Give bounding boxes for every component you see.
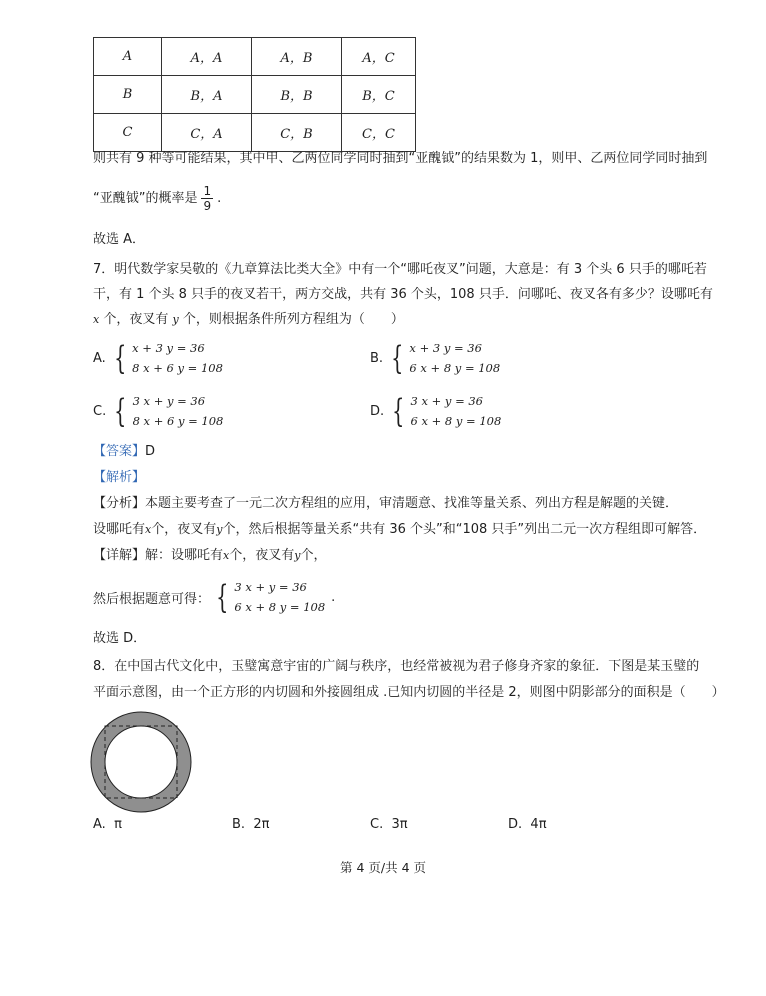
equation: 8 x + 6 y = 108 (132, 361, 223, 375)
option-label: B. (232, 817, 246, 832)
table-cell: C，B (252, 114, 342, 152)
jade-disc-diagram (89, 710, 193, 814)
fraction-numerator: 1 (203, 184, 212, 198)
variable-y: y (172, 313, 179, 326)
table-cell: B，B (252, 76, 342, 114)
q7-text: 然后根据题意可得： (93, 591, 211, 607)
q7-text: 个，夜叉有 (229, 548, 295, 563)
q7-text: 设哪吒有 (93, 522, 146, 537)
q8-line1: 8．在中国古代文化中，玉璧寓意宇宙的广阔与秩序，也经常被视为君子修身齐家的象征．下图是某玉璧的 (93, 659, 700, 674)
table-cell: A，B (252, 38, 342, 76)
equation: 3 x + y = 36 (234, 580, 307, 594)
brace-icon: { (113, 339, 127, 377)
equation-system (212, 577, 325, 617)
table-cell: A，C (342, 38, 416, 76)
q8-option-d (508, 818, 547, 831)
prev-solution-text: “亚醜钺”的概率是 (93, 191, 198, 206)
q8-option-a (93, 818, 122, 831)
table-row (94, 114, 416, 152)
q7-fenxi: 【分析】本题主要考查了一元二次方程组的应用，审清题意、找准等量关系、列出方程是解题的关键． (93, 496, 679, 511)
prev-solution-line1: 则共有 9 种等可能结果，其中甲、乙两位同学同时抽到“亚醜钺”的结果数为 1，则甲、乙两位同学同时抽到 (93, 151, 708, 166)
table-row (94, 76, 416, 114)
q7-line2: 干，有 1 个头 8 只手的夜叉若干，两方交战，共有 36 个头，108 只手．问哪吒、夜叉各有多少？设哪吒有 (93, 287, 713, 302)
option-label: C. (93, 403, 107, 419)
equation: 8 x + 6 y = 108 (132, 414, 224, 428)
option-label: C. (370, 817, 384, 832)
q8-option-c (370, 818, 408, 831)
q7-line3 (93, 313, 404, 326)
equation: 6 x + 8 y = 108 (410, 414, 502, 428)
brace-icon: { (392, 392, 405, 430)
q7-option-a (93, 338, 223, 378)
table-row (94, 38, 416, 76)
prev-solution-period: . (217, 191, 222, 206)
variable-x: x (223, 549, 230, 562)
option-label: D. (370, 403, 385, 419)
table-cell: C，A (162, 114, 252, 152)
q7-derived-system (93, 577, 335, 617)
q7-text: 个， (300, 548, 327, 563)
variable-y: y (294, 549, 301, 562)
table-cell: B (94, 76, 162, 114)
equation-system (388, 391, 501, 431)
option-label: D. (508, 817, 523, 832)
analysis-tag: 【解析】 (93, 470, 146, 485)
table-cell: A (94, 38, 162, 76)
q7-detail (93, 549, 326, 562)
q7-line1: 7．明代数学家吴敬的《九章算法比类大全》中有一个“哪吒夜叉”问题，大意是：有 3 个头 6 只手的哪吒若 (93, 262, 707, 277)
q7-text: 个，夜叉有 (151, 522, 217, 537)
q7-text: 个，然后根据等量关系“共有 36 个头”和“108 只手”列出二元一次方程组即可解答． (222, 522, 707, 537)
q7-text: 【详解】解：设哪吒有 (93, 548, 224, 563)
option-value: 4π (530, 817, 547, 832)
equation: 3 x + y = 36 (132, 394, 206, 408)
q8-option-b (232, 818, 269, 831)
table-cell: C (94, 114, 162, 152)
variable-y: y (216, 523, 223, 536)
answer-line (93, 445, 155, 458)
q7-conclusion: 故选 D． (93, 631, 147, 646)
outcome-table (93, 37, 416, 152)
table-cell: A，A (162, 38, 252, 76)
q7-text: 个，夜叉有 (103, 312, 169, 327)
prev-conclusion: 故选 A． (93, 232, 146, 247)
answer-tag: 【答案】 (93, 444, 146, 459)
q7-option-c (93, 391, 223, 431)
fraction-denominator: 9 (203, 199, 212, 213)
equation-system (110, 338, 223, 378)
inner-circle (105, 726, 177, 798)
option-value: π (114, 817, 122, 832)
q8-line2: 平面示意图，由一个正方形的内切圆和外接圆组成 .已知内切圆的半径是 2，则图中阴影部分的面积是（ ） (93, 685, 725, 700)
option-label: A. (93, 817, 106, 832)
q7-option-b (370, 338, 500, 378)
brace-icon: { (216, 578, 229, 616)
probability-fraction (201, 184, 213, 213)
q7-text: . (331, 589, 336, 605)
option-label: B. (370, 350, 384, 366)
equation: 6 x + 8 y = 108 (234, 600, 326, 614)
q7-option-d (370, 391, 501, 431)
page-footer: 第 4 页/共 4 页 (339, 860, 426, 875)
option-value: 3π (391, 817, 408, 832)
q7-text: 个，则根据条件所列方程组为（ ） (182, 312, 404, 327)
equation: 6 x + 8 y = 108 (409, 361, 501, 375)
option-value: 2π (253, 817, 270, 832)
variable-x: x (145, 523, 152, 536)
equation: x + 3 y = 36 (132, 341, 205, 355)
table-cell: B，A (162, 76, 252, 114)
equation: x + 3 y = 36 (409, 341, 482, 355)
equation: 3 x + y = 36 (410, 394, 483, 408)
brace-icon: { (391, 339, 404, 377)
table-cell: B，C (342, 76, 416, 114)
q7-fenxi2 (93, 523, 706, 536)
equation-system (387, 338, 500, 378)
brace-icon: { (114, 392, 127, 430)
table-cell: C，C (342, 114, 416, 152)
answer-value: D (145, 444, 156, 459)
variable-x: x (93, 313, 100, 326)
prev-solution-line2 (93, 184, 221, 213)
equation-system (110, 391, 223, 431)
option-label: A. (93, 350, 106, 366)
